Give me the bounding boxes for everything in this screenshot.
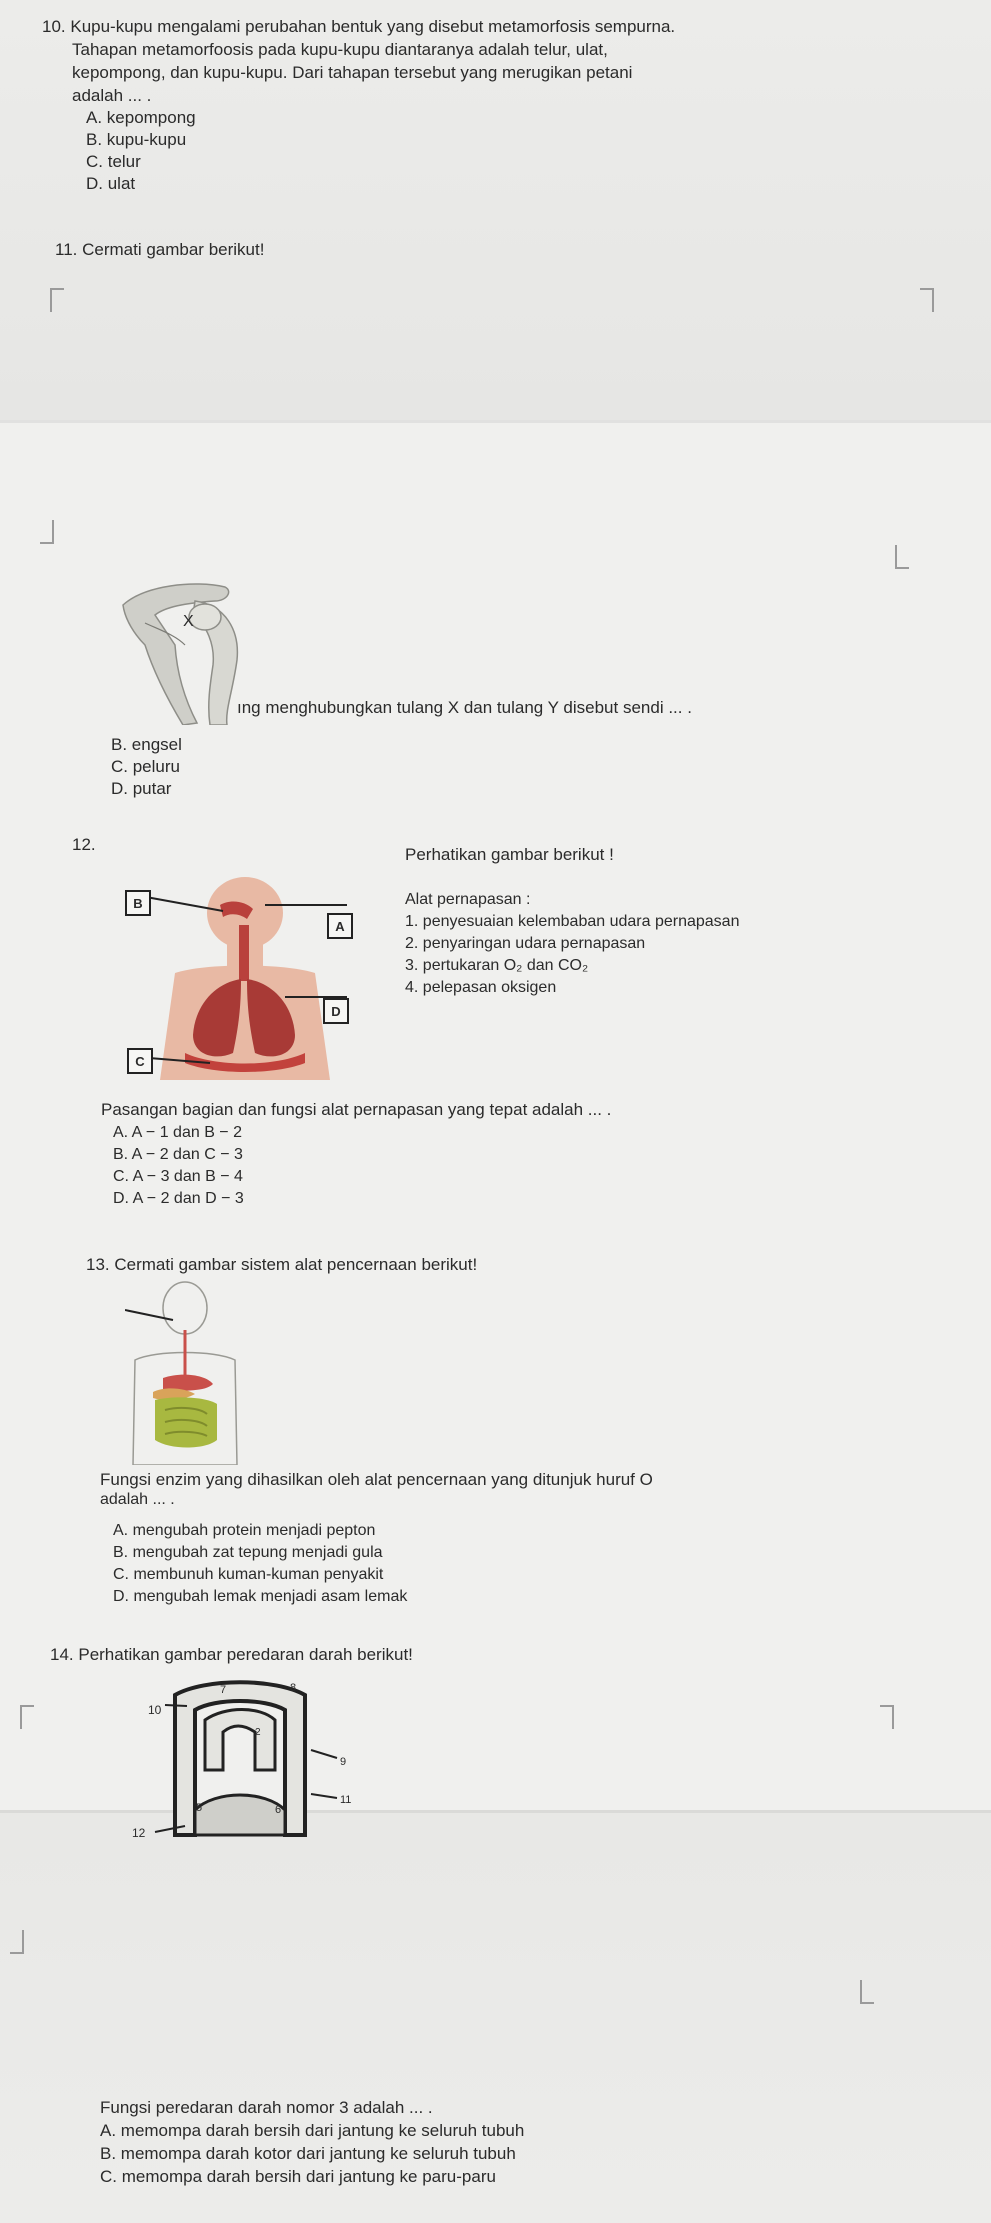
answer-option[interactable]: D. ulat <box>86 174 136 193</box>
answer-option[interactable]: A. kepompong <box>86 108 196 127</box>
question-10-line: 10. Kupu-kupu mengalami perubahan bentuk yang disebut metamorfosis sempurna. <box>42 17 676 36</box>
figure-label-box: A <box>327 913 353 939</box>
question-10-line: adalah ... . <box>72 86 152 105</box>
question-11-title: 11. Cermati gambar berikut! <box>55 240 265 259</box>
frame-corner-mark <box>920 288 934 312</box>
question-12-title: Perhatikan gambar berikut ! <box>405 845 614 864</box>
question-14-title: 14. Perhatikan gambar peredaran darah berikut! <box>50 1645 413 1664</box>
answer-option[interactable]: C. membunuh kuman-kuman penyakit <box>113 1566 384 1583</box>
organ-list-title: Alat pernapasan : <box>405 891 531 908</box>
answer-option[interactable]: A. memompa darah bersih dari jantung ke seluruh tubuh <box>100 2121 525 2140</box>
organ-list-item: 4. pelepasan oksigen <box>405 979 557 996</box>
figure-number: 8 <box>290 1682 297 1694</box>
answer-option[interactable]: B. kupu-kupu <box>86 130 187 149</box>
frame-corner-mark <box>40 520 54 544</box>
answer-option[interactable]: A. A − 1 dan B − 2 <box>113 1124 242 1141</box>
question-13-line: adalah ... . <box>100 1491 175 1508</box>
answer-option[interactable]: B. A − 2 dan C − 3 <box>113 1146 243 1163</box>
answer-option[interactable]: D. mengubah lemak menjadi asam lemak <box>113 1588 408 1605</box>
question-13-line: Fungsi enzim yang dihasilkan oleh alat pencernaan yang ditunjuk huruf O <box>100 1470 653 1489</box>
figure-number: 12 <box>132 1826 146 1840</box>
answer-option[interactable]: C. telur <box>86 152 141 171</box>
figure-number: 5 <box>196 1802 203 1814</box>
question-13-title: 13. Cermati gambar sistem alat pencernaan berikut! <box>86 1255 478 1274</box>
question-14-text: Fungsi peredaran darah nomor 3 adalah ... . <box>100 2098 433 2117</box>
page-fold <box>0 420 991 423</box>
answer-option[interactable]: C. memompa darah bersih dari jantung ke paru-paru <box>100 2167 496 2186</box>
question-10-line: Tahapan metamorfoosis pada kupu-kupu diantaranya adalah telur, ulat, <box>72 40 608 59</box>
blood-circulation-figure <box>125 1670 365 1840</box>
respiratory-system-figure <box>115 875 375 1080</box>
frame-corner-mark <box>10 1930 24 1954</box>
organ-list-item: 2. penyaringan udara pernapasan <box>405 935 646 952</box>
figure-label-box: C <box>127 1048 153 1074</box>
digestive-system-figure <box>125 1280 245 1465</box>
answer-option[interactable]: D. A − 2 dan D − 3 <box>113 1190 244 1207</box>
figure-number: 2 <box>255 1727 261 1738</box>
frame-corner-mark <box>895 545 909 569</box>
question-12-text: Pasangan bagian dan fungsi alat pernapasan yang tepat adalah ... . <box>101 1100 612 1119</box>
figure-number: 6 <box>275 1804 282 1816</box>
answer-option[interactable]: A. mengubah protein menjadi pepton <box>113 1522 376 1539</box>
answer-option[interactable]: B. engsel <box>111 735 182 754</box>
answer-option[interactable]: D. putar <box>111 779 172 798</box>
figure-number: 10 <box>148 1703 162 1717</box>
figure-label-x: X <box>183 613 194 630</box>
question-11-text: ıng menghubungkan tulang X dan tulang Y disebut sendi ... . <box>237 698 692 717</box>
shoulder-joint-figure <box>115 575 245 725</box>
figure-label-box: D <box>323 998 349 1024</box>
organ-list-item: 1. penyesuaian kelembaban udara pernapasan <box>405 913 740 930</box>
figure-number: 9 <box>340 1756 347 1768</box>
frame-corner-mark <box>50 288 64 312</box>
figure-number: 11 <box>340 1794 352 1806</box>
figure-number: 7 <box>220 1684 227 1696</box>
question-10-line: kepompong, dan kupu-kupu. Dari tahapan tersebut yang merugikan petani <box>72 63 633 82</box>
frame-corner-mark <box>20 1705 34 1729</box>
frame-corner-mark <box>860 1980 874 2004</box>
answer-option[interactable]: B. memompa darah kotor dari jantung ke seluruh tubuh <box>100 2144 516 2163</box>
answer-option[interactable]: C. peluru <box>111 757 180 776</box>
frame-corner-mark <box>880 1705 894 1729</box>
answer-option[interactable]: B. mengubah zat tepung menjadi gula <box>113 1544 383 1561</box>
figure-label-box: B <box>125 890 151 916</box>
answer-option[interactable]: C. A − 3 dan B − 4 <box>113 1168 243 1185</box>
organ-list-item: 3. pertukaran O₂ dan CO₂ <box>405 957 589 974</box>
question-12-number: 12. <box>72 835 96 854</box>
